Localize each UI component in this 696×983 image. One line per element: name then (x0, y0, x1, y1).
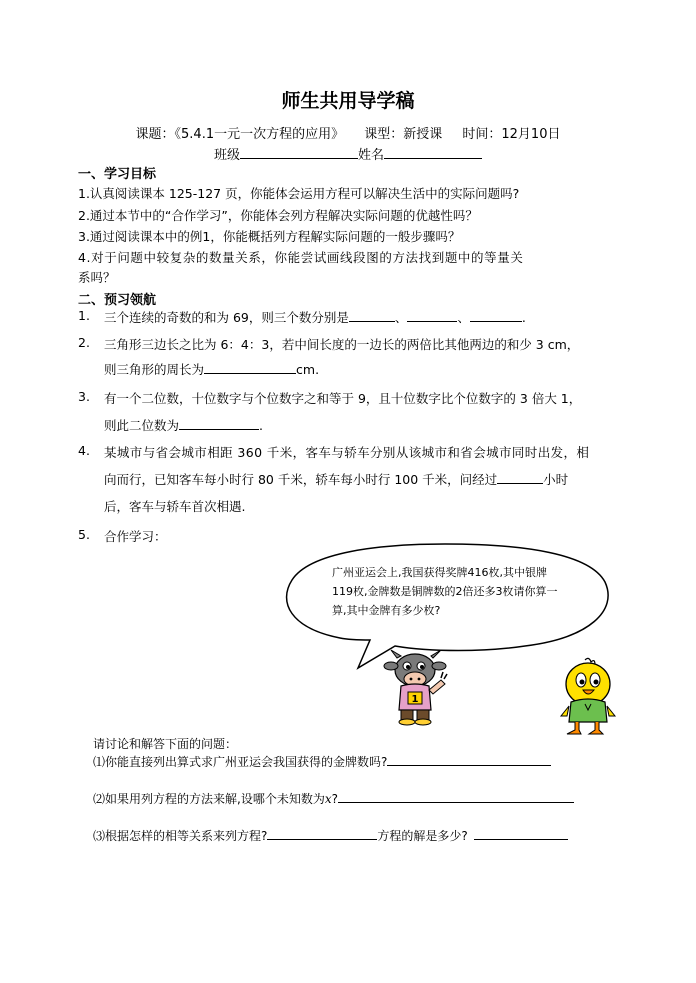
discussion-question-3 (93, 827, 568, 844)
chick-cartoon-icon (555, 656, 621, 738)
class-blank[interactable] (240, 146, 358, 159)
answer-blank-3[interactable] (179, 417, 259, 430)
discussion-question-1-text: ⑴你能直接列出算式求广州亚运会我国获得的金牌数吗? (93, 755, 388, 769)
separator: 、 (457, 310, 470, 325)
question-3-line-2 (104, 416, 263, 434)
question-2-line-1: 三角形三边长之比为 6：4：3，若中间长度的一边长的两倍比其他两边的和少 3 cm， (104, 337, 580, 352)
discussion-question-2 (93, 790, 574, 807)
question-5-number: 5. (78, 527, 90, 542)
page-title: 师生共用导学稿 (281, 90, 415, 112)
section-heading-goals: 一、学习目标 (78, 167, 157, 182)
discussion-question-3-text: ⑶根据怎样的相等关系来列方程? (93, 829, 268, 843)
question-3-number: 3. (78, 389, 90, 404)
name-label: 姓名 (358, 148, 385, 163)
question-5-text: 合作学习： (104, 529, 167, 544)
goal-item-3: 3.通过阅读课本中的例1，你能概括列方程解实际问题的一般步骤吗？ (78, 229, 461, 244)
class-label: 班级 (213, 148, 240, 163)
question-3-suffix: . (259, 418, 263, 433)
topic-label: 课题：《5.4.1一元一次方程的应用》 (135, 127, 345, 142)
time-label: 时间：12月10日 (462, 127, 561, 142)
goal-item-4-cont: 系吗？ (78, 270, 116, 285)
question-3-prefix: 则此二位数为 (104, 418, 180, 433)
goal-item-1: 1.认真阅读课本 125-127 页，你能体会运用方程可以解决生活中的实际问题吗? (78, 186, 520, 201)
class-name-line (0, 144, 696, 163)
answer-blank-d3a[interactable] (267, 827, 377, 840)
question-mark: ? (331, 792, 338, 806)
discussion-question-2-text: ⑵如果用列方程的方法来解,设哪个未知数为 (93, 792, 325, 806)
question-1-number: 1. (78, 308, 90, 323)
question-4-number: 4. (78, 443, 90, 458)
goal-item-4: 4.对于问题中较复杂的数量关系，你能尝试画线段图的方法找到题中的等量关 (78, 250, 524, 265)
question-2-line-2 (104, 360, 319, 378)
question-2-prefix: 则三角形的周长为 (104, 362, 205, 377)
question-1 (104, 308, 526, 326)
question-4-suffix: 小时 (543, 472, 569, 487)
period: . (521, 310, 526, 325)
question-2-number: 2. (78, 335, 90, 350)
variable-x: x (324, 792, 332, 806)
discussion-question-1 (93, 753, 551, 770)
answer-blank-4[interactable] (497, 471, 543, 484)
question-4-prefix: 向而行，已知客车每小时行 80 千米，轿车每小时行 100 千米，问经过 (104, 472, 498, 487)
separator: 、 (394, 310, 408, 325)
question-2-suffix: cm. (296, 362, 320, 377)
answer-blank-1a[interactable] (349, 309, 395, 322)
question-3-line-1: 有一个二位数，十位数字与个位数字之和等于 9，且十位数字比个位数字的 3 倍大 1， (104, 391, 582, 406)
svg-text:1: 1 (411, 694, 419, 705)
answer-blank-d1[interactable] (387, 753, 551, 766)
name-blank[interactable] (384, 146, 482, 159)
lesson-type-label: 课型：新授课 (364, 127, 443, 142)
bubble-text: 广州亚运会上,我国获得奖牌416枚,其中银牌119枚,金牌数是铜牌数的2倍还多3枚请你算一算,其中金牌有多少枚? (332, 566, 558, 617)
question-4-line-3: 后，客车与轿车首次相遇. (104, 499, 246, 514)
answer-blank-1c[interactable] (470, 309, 522, 322)
section-heading-preview: 二、预习领航 (78, 293, 157, 308)
discussion-prompt: 请讨论和解答下面的问题： (93, 737, 238, 751)
question-4-line-1: 某城市与省会城市相距 360 千米，客车与轿车分别从该城市和省会城市同时出发，相 (104, 445, 590, 460)
answer-blank-d2[interactable] (338, 790, 574, 803)
discussion-question-3-text-2: 方程的解是多少? (377, 829, 468, 843)
answer-blank-d3b[interactable] (474, 827, 568, 840)
cow-cartoon-icon (383, 648, 453, 726)
goal-item-2: 2.通过本节中的“合作学习”，你能体会列方程解决实际问题的优越性吗？ (78, 208, 478, 223)
question-4-line-2 (104, 470, 568, 488)
question-1-text: 三个连续的奇数的和为 69，则三个数分别是 (104, 310, 349, 325)
lesson-meta (0, 123, 696, 142)
answer-blank-1b[interactable] (407, 309, 457, 322)
answer-blank-2[interactable] (204, 361, 296, 374)
